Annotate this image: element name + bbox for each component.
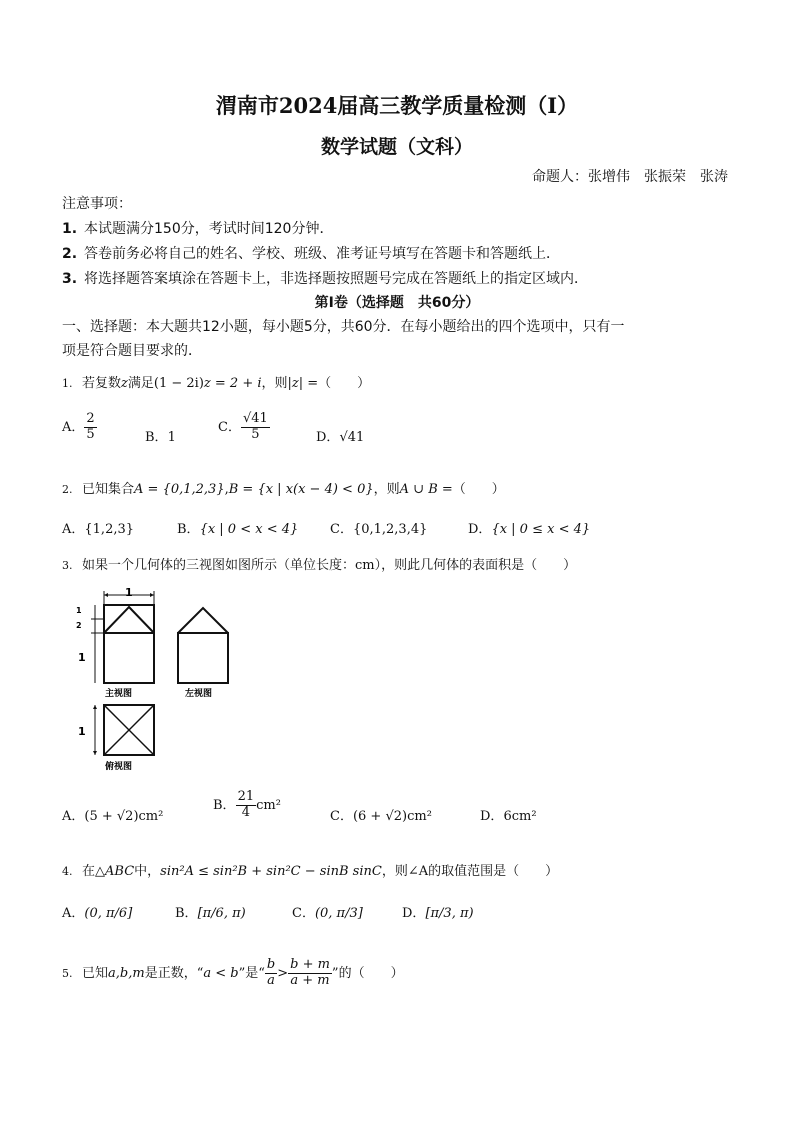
option-value: (0, π/3]: [314, 906, 363, 921]
question-3: [62, 554, 576, 573]
q5-condition: a < b: [203, 965, 239, 981]
top-view: [78, 705, 154, 772]
question-4: [62, 860, 558, 879]
fraction: [288, 958, 332, 989]
q1-eq-factor: (1 − 2i): [153, 376, 204, 391]
option-unit: cm²: [256, 797, 281, 813]
option-value: {x | 0 < x < 4}: [199, 522, 299, 537]
exam-author: 命题人：张增伟 张振荣 张涛: [532, 169, 728, 185]
q1-option-b: [145, 426, 176, 445]
fraction: [236, 790, 257, 821]
exam-title: 渭南市2024届高三教学质量检测（Ⅰ）: [215, 93, 579, 118]
exam-subtitle: 数学试题（文科）: [320, 136, 473, 158]
q1-eq-rhs: z = 2 + i: [203, 376, 262, 391]
front-roof-line: [104, 607, 154, 633]
numerator: √41: [242, 411, 268, 426]
option-label: C．: [218, 419, 241, 435]
q3-option-b: [213, 790, 281, 821]
question-number: 5.: [62, 966, 73, 980]
q4-inequality: sin²A ≤ sin²B + sin²C − sinB sinC: [160, 864, 382, 879]
q1-text-mid: 满足: [127, 376, 154, 391]
q5-text-mid: 是正数，“: [144, 965, 204, 981]
q2-set-b: B = {x | x(x − 4) < 0}: [228, 482, 374, 497]
question-number: 2.: [62, 483, 73, 496]
option-label: C．: [330, 522, 353, 537]
option-label: B．: [145, 430, 168, 445]
fraction: [241, 412, 270, 443]
top-view-label: 俯视图: [105, 762, 133, 772]
q4-text-pre: 在: [82, 864, 96, 879]
option-label: A．: [62, 522, 85, 537]
q4-option-b: [175, 902, 246, 921]
q2-text-pre: 已知集合: [82, 482, 135, 497]
arrow-icon: [150, 593, 154, 597]
q2-option-d: [468, 518, 590, 537]
left-body: [178, 633, 228, 683]
dim-label-1b: 1: [78, 651, 86, 664]
note-item: [62, 243, 560, 263]
question-2: [62, 478, 505, 497]
q5-gt: >: [277, 965, 289, 981]
fraction: [265, 958, 277, 989]
q5-vars: a,b,m: [108, 965, 145, 981]
q1-option-c: [218, 412, 270, 443]
q2-union: A ∪ B =: [399, 482, 453, 497]
option-value: (5 + √2)cm²: [84, 809, 164, 824]
option-value: √41: [339, 430, 365, 445]
question-5: [62, 958, 404, 989]
q2-option-b: [177, 518, 298, 537]
option-value: 6cm²: [503, 809, 537, 824]
q1-option-a: [62, 412, 97, 443]
q1-abs-z: |z| =: [287, 376, 319, 391]
note-num: 2.: [62, 246, 78, 262]
numerator: b + m: [290, 957, 330, 972]
q3-option-a: [62, 805, 163, 824]
option-label: A．: [62, 906, 85, 921]
note-item: [62, 218, 333, 238]
numerator: 2: [86, 411, 95, 426]
option-label: C．: [330, 809, 353, 824]
dim-label-1c: 1: [78, 725, 86, 738]
q1-answer-blank: （ ）: [318, 376, 371, 391]
option-label: D．: [402, 906, 426, 921]
section-intro-line1: 一、选择题：本大题共12小题，每小题5分，共60分．在每小题给出的四个选项中，只有一: [62, 319, 625, 335]
three-view-figure: [75, 583, 235, 773]
q5-text-post: ”的（ ）: [331, 965, 404, 981]
option-label: A．: [62, 809, 85, 824]
dim-label-1a: 1: [76, 606, 82, 615]
note-item: [62, 268, 588, 288]
arrow-icon: [104, 593, 108, 597]
q4-option-c: [292, 902, 363, 921]
q2-option-c: [330, 518, 427, 537]
numerator: 21: [237, 789, 255, 804]
option-label: D．: [316, 430, 340, 445]
denominator: 5: [251, 426, 260, 442]
q4-text-mid: 中，: [134, 864, 161, 879]
front-roof-box: [104, 605, 154, 633]
q5-text-pre: 已知: [82, 965, 109, 981]
q1-text-pre: 若复数: [82, 376, 122, 391]
note-text: 本试题满分150分，考试时间120分钟．: [84, 221, 334, 237]
q1-option-d: [316, 426, 364, 445]
arrow-icon: [93, 705, 97, 709]
q4-triangle: △ABC: [95, 864, 135, 879]
q2-option-a: [62, 518, 134, 537]
front-view: [76, 586, 154, 699]
numerator: b: [266, 957, 276, 972]
option-value: 1: [167, 430, 176, 445]
q3-option-c: [330, 805, 432, 824]
option-label: B．: [175, 906, 198, 921]
option-value: {0,1,2,3,4}: [352, 522, 428, 537]
q3-text: 如果一个几何体的三视图如图所示（单位长度：cm），则此几何体的表面积是（ ）: [82, 558, 577, 573]
section-intro-line2: 项是符合题目要求的．: [62, 343, 202, 359]
option-label: B．: [177, 522, 200, 537]
left-view: [178, 608, 228, 699]
question-1: [62, 372, 370, 391]
option-value: [π/3, π): [425, 906, 474, 921]
notes-heading: 注意事项：: [62, 196, 132, 212]
q3-option-d: [480, 805, 537, 824]
q5-text-mid2: ”是“: [238, 965, 265, 981]
q1-var-z: z: [121, 376, 128, 391]
option-label: D．: [468, 522, 492, 537]
q2-set-a: A = {0,1,2,3}: [134, 482, 225, 497]
front-body: [104, 633, 154, 683]
q2-text-post: ，则: [373, 482, 400, 497]
denominator: 5: [86, 426, 95, 442]
note-num: 3.: [62, 271, 78, 287]
dim-label-2: 2: [76, 621, 82, 630]
q2-separator: ,: [224, 482, 229, 497]
question-number: 1.: [62, 377, 73, 390]
arrow-icon: [93, 751, 97, 755]
option-value: (0, π/6]: [84, 906, 133, 921]
q2-answer-blank: （ ）: [452, 482, 505, 497]
option-value: [π/6, π): [197, 906, 246, 921]
option-label: B．: [213, 797, 236, 813]
q1-text-post: ，则: [261, 376, 288, 391]
option-label: A．: [62, 419, 85, 435]
dim-label-top: 1: [125, 586, 133, 599]
fraction: [84, 412, 96, 443]
front-view-label: 主视图: [105, 689, 133, 699]
option-label: D．: [480, 809, 504, 824]
q4-text-post: ，则∠A的取值范围是（ ）: [381, 864, 559, 879]
section-title: 第Ⅰ卷（选择题 共60分）: [314, 295, 480, 311]
denominator: a: [267, 972, 275, 988]
denominator: a + m: [290, 972, 330, 988]
q4-option-a: [62, 902, 132, 921]
q4-option-d: [402, 902, 474, 921]
option-value: {1,2,3}: [84, 522, 135, 537]
option-label: C．: [292, 906, 315, 921]
question-number: 4.: [62, 865, 73, 878]
denominator: 4: [241, 804, 250, 820]
note-text: 将选择题答案填涂在答题卡上，非选择题按照题号完成在答题纸上的指定区域内．: [84, 271, 588, 287]
left-view-label: 左视图: [185, 689, 213, 699]
left-roof-line: [178, 608, 228, 633]
option-value: (6 + √2)cm²: [352, 809, 432, 824]
note-num: 1.: [62, 221, 78, 237]
option-value: {x | 0 ≤ x < 4}: [491, 522, 591, 537]
question-number: 3.: [62, 559, 73, 572]
note-text: 答卷前务必将自己的姓名、学校、班级、准考证号填写在答题卡和答题纸上．: [84, 246, 560, 262]
